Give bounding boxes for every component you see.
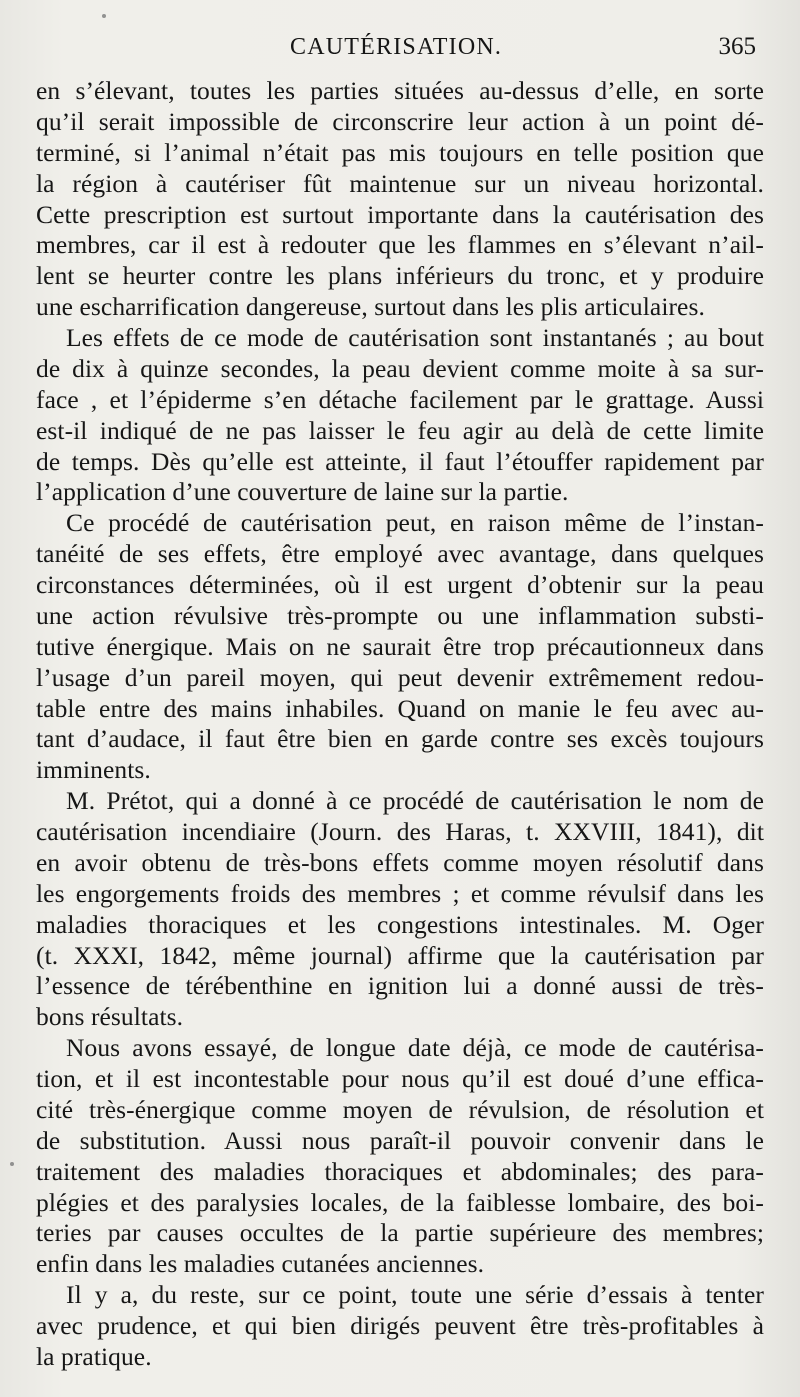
text-line: table entre des mains inhabiles. Quand on manie le feu avec au- — [36, 693, 764, 723]
text-line: plégies et des paralysies locales, de la faiblesse lombaire, des boi- — [36, 1187, 764, 1217]
text-line: enfin dans les maladies cutanées anciennes. — [36, 1249, 485, 1279]
text-line: Il y a, du reste, sur ce point, toute une série d’essais à tenter — [66, 1280, 764, 1310]
text-line: circonstances déterminées, où il est urgent d’obtenir sur la peau — [36, 570, 764, 599]
text-line: M. Prétot, qui a donné à ce procédé de cautérisation le nom de — [66, 786, 764, 816]
text-line: terminé, si l’animal n’était pas mis toujours en telle position que — [36, 137, 764, 167]
text-line: lent se heurter contre les plans inférieurs du tronc, et y produire — [36, 261, 764, 291]
print-speck — [10, 1162, 14, 1166]
paragraph-6 — [36, 1280, 764, 1373]
paragraph-5 — [36, 1033, 764, 1280]
text-line: imminents. — [36, 755, 151, 785]
text-line: traitement des maladies thoraciques et abdominales; des para- — [36, 1156, 764, 1186]
paragraph-1 — [36, 76, 764, 323]
text-line: en avoir obtenu de très-bons effets comme moyen résolutif dans — [36, 847, 764, 877]
text-line: cautérisation incendiaire (Journ. des Haras, t. XXVIII, 1841), dit — [36, 817, 764, 846]
running-title: CAUTÉRISATION. — [290, 34, 503, 60]
text-line: face , et l’épiderme s’en détache facilement par le grattage. Aussi — [36, 384, 764, 414]
text-line: de temps. Dès qu’elle est atteinte, il faut l’étouffer rapidement par — [36, 446, 764, 476]
text-line: tanéité de ses effets, être employé avec avantage, dans quelques — [36, 539, 764, 569]
text-line: est-il indiqué de ne pas laisser le feu agir au delà de cette limite — [36, 415, 764, 445]
text-line: tion, et il est incontestable pour nous qu’il est doué d’une effica- — [36, 1064, 764, 1093]
text-line: une action révulsive très-prompte ou une inflammation substi- — [36, 600, 764, 630]
body-text — [36, 76, 764, 1373]
text-line: l’application d’une couverture de laine sur la partie. — [36, 477, 569, 507]
page-number: 365 — [718, 33, 756, 60]
text-line: Les effets de ce mode de cautérisation sont instantanés ; au bout — [66, 323, 764, 352]
text-line: (t. XXXI, 1842, même journal) affirme que la cautérisation par — [36, 940, 764, 970]
text-line: la pratique. — [36, 1341, 152, 1371]
print-speck — [102, 14, 106, 18]
text-line: Cette prescription est surtout importante dans la cautérisation des — [36, 199, 764, 229]
text-line: une escharrification dangereuse, surtout dans les plis articulaires. — [36, 292, 705, 322]
text-line: l’usage d’un pareil moyen, qui peut devenir extrêmement redou- — [36, 662, 764, 692]
text-line: de substitution. Aussi nous paraît-il pouvoir convenir dans le — [36, 1125, 764, 1155]
text-line: tutive énergique. Mais on ne saurait être trop précautionneux dans — [36, 631, 764, 661]
text-line: avec prudence, et qui bien dirigés peuvent être très-profitables à — [36, 1311, 764, 1340]
text-line: la région à cautériser fût maintenue sur un niveau horizontal. — [36, 168, 764, 198]
text-line: maladies thoraciques et les congestions intestinales. M. Oger — [36, 909, 764, 939]
paragraph-4 — [36, 786, 764, 1033]
text-line: tant d’audace, il faut être bien en garde contre ses excès toujours — [36, 724, 764, 754]
text-line: bons résultats. — [36, 1002, 184, 1032]
text-line: teries par causes occultes de la partie supérieure des membres; — [36, 1218, 764, 1248]
text-line: membres, car il est à redouter que les flammes en s’élevant n’ail- — [36, 230, 764, 260]
paragraph-2 — [36, 323, 764, 508]
text-line: l’essence de térébenthine en ignition lui a donné aussi de très- — [36, 971, 764, 1001]
page-header — [40, 30, 764, 64]
text-line: en s’élevant, toutes les parties situées au-dessus d’elle, en sorte — [36, 76, 764, 105]
text-line: Nous avons essayé, de longue date déjà, ce mode de cautérisa- — [66, 1033, 764, 1063]
text-line: les engorgements froids des membres ; et comme révulsif dans les — [36, 878, 764, 908]
text-line: de dix à quinze secondes, la peau devient comme moite à sa sur- — [36, 353, 764, 383]
paragraph-3 — [36, 508, 764, 786]
text-line: qu’il serait impossible de circonscrire leur action à un point dé- — [36, 106, 764, 136]
text-line: cité très-énergique comme moyen de révulsion, de résolution et — [36, 1094, 764, 1124]
text-line: Ce procédé de cautérisation peut, en raison même de l’instan- — [66, 508, 764, 538]
